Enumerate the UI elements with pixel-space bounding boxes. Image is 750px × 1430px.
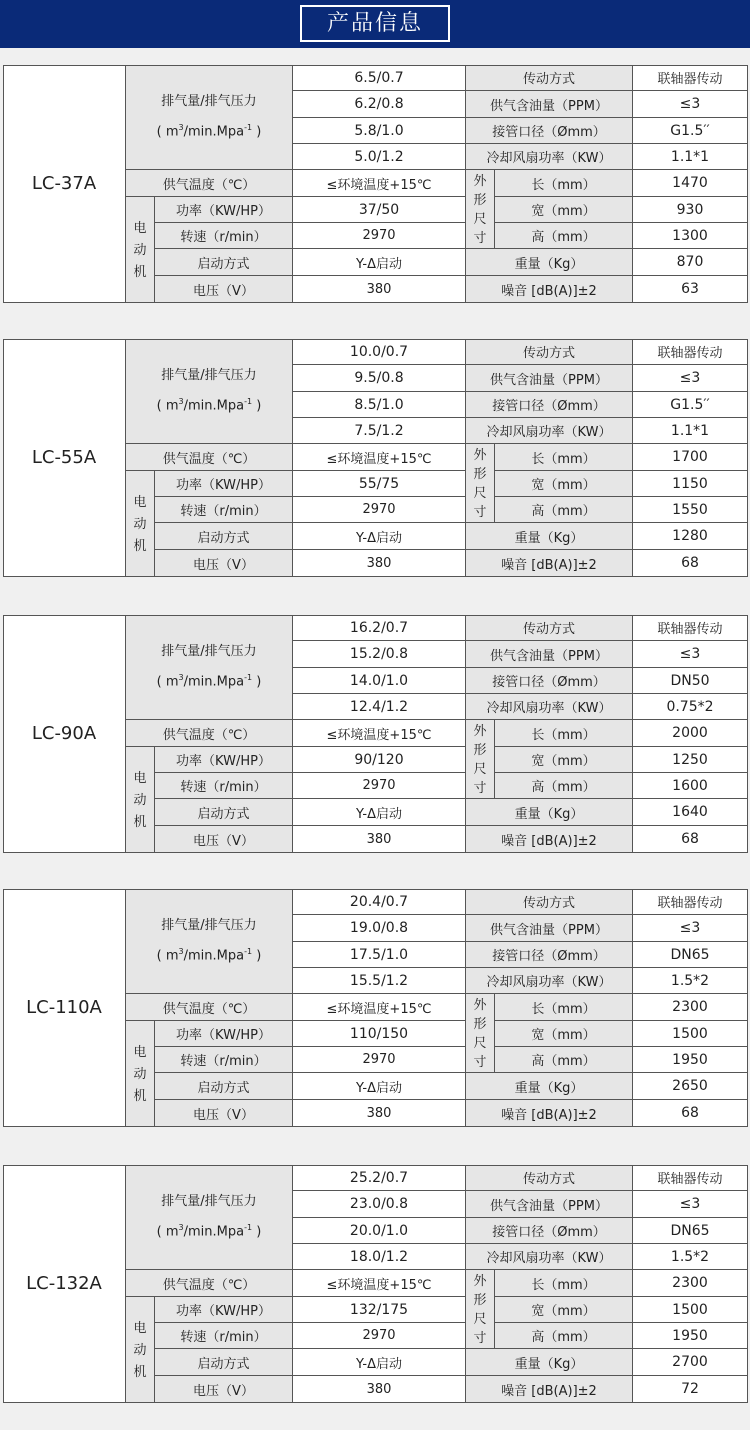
flow-unit-a: ( m — [156, 124, 179, 140]
fan-power-value: 1.5*2 — [633, 1244, 748, 1270]
dimensions-char: 寸 — [473, 1331, 487, 1346]
pipe-diameter-label: 接管口径（Ømm） — [466, 392, 633, 418]
transmission-value: 联轴器传动 — [633, 615, 748, 641]
voltage-value: 380 — [293, 826, 466, 853]
power-value: 55/75 — [293, 471, 466, 497]
model-name: LC-37A — [3, 65, 126, 303]
voltage-value: 380 — [293, 276, 466, 303]
noise-value: 72 — [633, 1376, 748, 1403]
width-value: 1500 — [633, 1021, 748, 1047]
dimensions-char: 寸 — [473, 781, 487, 796]
dimensions-char: 外 — [473, 448, 487, 463]
flow-value: 9.5/0.8 — [293, 365, 466, 392]
weight-value: 870 — [633, 249, 748, 276]
transmission-label: 传动方式 — [466, 65, 633, 91]
spec-table — [3, 1165, 748, 1402]
pipe-diameter-value: DN65 — [633, 942, 748, 968]
height-label: 高（mm） — [495, 773, 633, 799]
voltage-value: 380 — [293, 1376, 466, 1403]
motor-char: 动 — [133, 1066, 147, 1082]
flow-unit-sup2: -1 — [244, 672, 253, 682]
flow-value: 19.0/0.8 — [293, 915, 466, 942]
flow-unit-a: ( m — [156, 1224, 179, 1240]
dimensions-char: 尺 — [473, 212, 487, 227]
transmission-label: 传动方式 — [466, 889, 633, 915]
fan-power-value: 1.1*1 — [633, 144, 748, 170]
flow-title: 排气量/排气压力 — [161, 367, 257, 383]
motor-char: 机 — [133, 1364, 147, 1380]
dimensions-label — [466, 1270, 495, 1349]
width-value: 930 — [633, 197, 748, 223]
oil-content-value: ≤3 — [633, 641, 748, 668]
height-label: 高（mm） — [495, 1047, 633, 1073]
height-value: 1600 — [633, 773, 748, 799]
dimensions-char: 尺 — [473, 486, 487, 501]
flow-value: 5.0/1.2 — [293, 144, 466, 170]
page-title: 产品信息 — [300, 5, 450, 42]
spec-table — [3, 615, 748, 852]
dimensions-char: 寸 — [473, 1055, 487, 1070]
flow-unit-sup: 3 — [178, 122, 184, 132]
noise-label: 噪音 [dB(A)]±2 — [466, 550, 633, 577]
pipe-diameter-label: 接管口径（Ømm） — [466, 118, 633, 144]
flow-unit-sup2: -1 — [244, 946, 253, 956]
flow-label — [126, 339, 293, 444]
motor-char: 动 — [133, 1342, 147, 1358]
pipe-diameter-label: 接管口径（Ømm） — [466, 668, 633, 694]
speed-value: 2970 — [293, 1323, 466, 1349]
power-value: 132/175 — [293, 1297, 466, 1323]
width-label: 宽（mm） — [495, 197, 633, 223]
supply-temp-value: ≤环境温度+15℃ — [293, 170, 466, 197]
motor-char: 电 — [133, 220, 147, 236]
flow-unit-sup: 3 — [178, 1222, 184, 1232]
noise-label: 噪音 [dB(A)]±2 — [466, 276, 633, 303]
flow-unit-b: /min.Mpa — [183, 948, 245, 964]
flow-value: 7.5/1.2 — [293, 418, 466, 444]
start-method-value: Y-Δ启动 — [293, 1349, 466, 1376]
power-value: 90/120 — [293, 747, 466, 773]
weight-label: 重量（Kg） — [466, 799, 633, 826]
width-label: 宽（mm） — [495, 1021, 633, 1047]
flow-unit-b: /min.Mpa — [183, 398, 245, 414]
noise-value: 68 — [633, 550, 748, 577]
flow-unit-a: ( m — [156, 674, 179, 690]
supply-temp-value: ≤环境温度+15℃ — [293, 994, 466, 1021]
motor-label — [126, 197, 155, 303]
supply-temp-label: 供气温度（℃） — [126, 994, 293, 1021]
height-value: 1300 — [633, 223, 748, 249]
spec-table — [3, 65, 748, 302]
motor-label — [126, 1021, 155, 1127]
voltage-label: 电压（V） — [155, 276, 293, 303]
fan-power-value: 1.5*2 — [633, 968, 748, 994]
flow-value: 12.4/1.2 — [293, 694, 466, 720]
height-label: 高（mm） — [495, 223, 633, 249]
voltage-label: 电压（V） — [155, 1376, 293, 1403]
transmission-value: 联轴器传动 — [633, 65, 748, 91]
flow-unit-a: ( m — [156, 948, 179, 964]
flow-title: 排气量/排气压力 — [161, 93, 257, 109]
height-value: 1950 — [633, 1047, 748, 1073]
oil-content-value: ≤3 — [633, 91, 748, 118]
length-label: 长（mm） — [495, 170, 633, 197]
flow-unit-sup2: -1 — [244, 396, 253, 406]
voltage-label: 电压（V） — [155, 550, 293, 577]
flow-title: 排气量/排气压力 — [161, 643, 257, 659]
flow-unit-b: /min.Mpa — [183, 674, 245, 690]
flow-unit-c: ) — [252, 124, 262, 140]
weight-label: 重量（Kg） — [466, 1073, 633, 1100]
flow-unit-a: ( m — [156, 398, 179, 414]
fan-power-label: 冷却风扇功率（KW） — [466, 968, 633, 994]
oil-content-value: ≤3 — [633, 365, 748, 392]
length-value: 2300 — [633, 1270, 748, 1297]
spec-table — [3, 339, 748, 576]
start-method-value: Y-Δ启动 — [293, 799, 466, 826]
weight-label: 重量（Kg） — [466, 1349, 633, 1376]
pipe-diameter-label: 接管口径（Ømm） — [466, 1218, 633, 1244]
width-value: 1500 — [633, 1297, 748, 1323]
flow-unit-sup: 3 — [178, 946, 184, 956]
flow-value: 8.5/1.0 — [293, 392, 466, 418]
flow-label — [126, 1165, 293, 1270]
start-method-label: 启动方式 — [155, 799, 293, 826]
motor-char: 动 — [133, 242, 147, 258]
length-value: 2300 — [633, 994, 748, 1021]
model-name: LC-55A — [3, 339, 126, 577]
width-label: 宽（mm） — [495, 1297, 633, 1323]
flow-label — [126, 889, 293, 994]
flow-value: 17.5/1.0 — [293, 942, 466, 968]
motor-char: 机 — [133, 814, 147, 830]
noise-label: 噪音 [dB(A)]±2 — [466, 1100, 633, 1127]
dimensions-char: 外 — [473, 1274, 487, 1289]
speed-label: 转速（r/min） — [155, 1047, 293, 1073]
motor-label — [126, 471, 155, 577]
flow-unit-c: ) — [252, 1224, 262, 1240]
oil-content-value: ≤3 — [633, 1191, 748, 1218]
supply-temp-label: 供气温度（℃） — [126, 170, 293, 197]
oil-content-label: 供气含油量（PPM） — [466, 915, 633, 942]
speed-value: 2970 — [293, 223, 466, 249]
supply-temp-value: ≤环境温度+15℃ — [293, 720, 466, 747]
dimensions-char: 形 — [473, 743, 487, 758]
flow-unit-c: ) — [252, 398, 262, 414]
motor-char: 机 — [133, 538, 147, 554]
fan-power-label: 冷却风扇功率（KW） — [466, 418, 633, 444]
flow-value: 5.8/1.0 — [293, 118, 466, 144]
spec-table — [3, 889, 748, 1126]
dimensions-label — [466, 444, 495, 523]
flow-unit-sup2: -1 — [244, 122, 253, 132]
transmission-value: 联轴器传动 — [633, 339, 748, 365]
flow-value: 15.5/1.2 — [293, 968, 466, 994]
flow-value: 6.5/0.7 — [293, 65, 466, 91]
model-name: LC-110A — [3, 889, 126, 1127]
noise-label: 噪音 [dB(A)]±2 — [466, 826, 633, 853]
flow-unit — [157, 665, 262, 695]
transmission-label: 传动方式 — [466, 339, 633, 365]
voltage-label: 电压（V） — [155, 1100, 293, 1127]
noise-label: 噪音 [dB(A)]±2 — [466, 1376, 633, 1403]
flow-value: 23.0/0.8 — [293, 1191, 466, 1218]
start-method-label: 启动方式 — [155, 523, 293, 550]
speed-label: 转速（r/min） — [155, 497, 293, 523]
height-label: 高（mm） — [495, 497, 633, 523]
flow-unit — [157, 389, 262, 419]
flow-title: 排气量/排气压力 — [161, 917, 257, 933]
flow-value: 6.2/0.8 — [293, 91, 466, 118]
length-label: 长（mm） — [495, 1270, 633, 1297]
width-value: 1150 — [633, 471, 748, 497]
weight-value: 2700 — [633, 1349, 748, 1376]
pipe-diameter-value: DN50 — [633, 668, 748, 694]
fan-power-value: 0.75*2 — [633, 694, 748, 720]
fan-power-value: 1.1*1 — [633, 418, 748, 444]
flow-value: 16.2/0.7 — [293, 615, 466, 641]
noise-value: 68 — [633, 1100, 748, 1127]
flow-value: 10.0/0.7 — [293, 339, 466, 365]
supply-temp-label: 供气温度（℃） — [126, 444, 293, 471]
speed-value: 2970 — [293, 497, 466, 523]
pipe-diameter-value: G1.5′′ — [633, 392, 748, 418]
oil-content-label: 供气含油量（PPM） — [466, 641, 633, 668]
voltage-value: 380 — [293, 550, 466, 577]
dimensions-char: 外 — [473, 724, 487, 739]
motor-label — [126, 1297, 155, 1403]
power-label: 功率（KW/HP） — [155, 471, 293, 497]
dimensions-char: 尺 — [473, 1036, 487, 1051]
noise-value: 63 — [633, 276, 748, 303]
dimensions-char: 形 — [473, 1293, 487, 1308]
supply-temp-label: 供气温度（℃） — [126, 1270, 293, 1297]
dimensions-char: 寸 — [473, 231, 487, 246]
pipe-diameter-value: DN65 — [633, 1218, 748, 1244]
dimensions-char: 外 — [473, 174, 487, 189]
power-label: 功率（KW/HP） — [155, 1021, 293, 1047]
start-method-label: 启动方式 — [155, 249, 293, 276]
supply-temp-value: ≤环境温度+15℃ — [293, 1270, 466, 1297]
dimensions-label — [466, 720, 495, 799]
dimensions-char: 尺 — [473, 762, 487, 777]
flow-value: 20.0/1.0 — [293, 1218, 466, 1244]
flow-unit — [157, 1215, 262, 1245]
model-name: LC-132A — [3, 1165, 126, 1403]
flow-value: 20.4/0.7 — [293, 889, 466, 915]
supply-temp-label: 供气温度（℃） — [126, 720, 293, 747]
oil-content-label: 供气含油量（PPM） — [466, 365, 633, 392]
motor-char: 机 — [133, 1088, 147, 1104]
flow-label — [126, 615, 293, 720]
speed-label: 转速（r/min） — [155, 773, 293, 799]
length-label: 长（mm） — [495, 994, 633, 1021]
dimensions-label — [466, 170, 495, 249]
motor-char: 机 — [133, 264, 147, 280]
dimensions-char: 形 — [473, 467, 487, 482]
width-label: 宽（mm） — [495, 471, 633, 497]
dimensions-char: 形 — [473, 193, 487, 208]
fan-power-label: 冷却风扇功率（KW） — [466, 1244, 633, 1270]
dimensions-char: 尺 — [473, 1312, 487, 1327]
height-value: 1950 — [633, 1323, 748, 1349]
pipe-diameter-value: G1.5′′ — [633, 118, 748, 144]
transmission-label: 传动方式 — [466, 1165, 633, 1191]
length-value: 1700 — [633, 444, 748, 471]
dimensions-label — [466, 994, 495, 1073]
width-value: 1250 — [633, 747, 748, 773]
supply-temp-value: ≤环境温度+15℃ — [293, 444, 466, 471]
motor-char: 动 — [133, 792, 147, 808]
start-method-label: 启动方式 — [155, 1073, 293, 1100]
flow-unit-b: /min.Mpa — [183, 1224, 245, 1240]
dimensions-char: 寸 — [473, 505, 487, 520]
dimensions-char: 形 — [473, 1017, 487, 1032]
noise-value: 68 — [633, 826, 748, 853]
model-name: LC-90A — [3, 615, 126, 853]
voltage-label: 电压（V） — [155, 826, 293, 853]
power-value: 37/50 — [293, 197, 466, 223]
height-label: 高（mm） — [495, 1323, 633, 1349]
weight-value: 1280 — [633, 523, 748, 550]
fan-power-label: 冷却风扇功率（KW） — [466, 694, 633, 720]
start-method-value: Y-Δ启动 — [293, 523, 466, 550]
weight-label: 重量（Kg） — [466, 523, 633, 550]
transmission-label: 传动方式 — [466, 615, 633, 641]
start-method-label: 启动方式 — [155, 1349, 293, 1376]
dimensions-char: 外 — [473, 998, 487, 1013]
power-label: 功率（KW/HP） — [155, 747, 293, 773]
motor-char: 电 — [133, 494, 147, 510]
flow-unit-sup2: -1 — [244, 1222, 253, 1232]
speed-label: 转速（r/min） — [155, 1323, 293, 1349]
flow-unit-c: ) — [252, 948, 262, 964]
flow-unit-c: ) — [252, 674, 262, 690]
power-value: 110/150 — [293, 1021, 466, 1047]
flow-unit-sup: 3 — [178, 396, 184, 406]
voltage-value: 380 — [293, 1100, 466, 1127]
weight-value: 2650 — [633, 1073, 748, 1100]
start-method-value: Y-Δ启动 — [293, 1073, 466, 1100]
start-method-value: Y-Δ启动 — [293, 249, 466, 276]
length-value: 1470 — [633, 170, 748, 197]
power-label: 功率（KW/HP） — [155, 1297, 293, 1323]
width-label: 宽（mm） — [495, 747, 633, 773]
flow-value: 25.2/0.7 — [293, 1165, 466, 1191]
fan-power-label: 冷却风扇功率（KW） — [466, 144, 633, 170]
motor-char: 电 — [133, 1044, 147, 1060]
weight-value: 1640 — [633, 799, 748, 826]
flow-value: 18.0/1.2 — [293, 1244, 466, 1270]
flow-unit — [157, 115, 262, 145]
length-label: 长（mm） — [495, 444, 633, 471]
flow-label — [126, 65, 293, 170]
length-label: 长（mm） — [495, 720, 633, 747]
flow-unit-b: /min.Mpa — [183, 124, 245, 140]
motor-label — [126, 747, 155, 853]
motor-char: 动 — [133, 516, 147, 532]
weight-label: 重量（Kg） — [466, 249, 633, 276]
power-label: 功率（KW/HP） — [155, 197, 293, 223]
length-value: 2000 — [633, 720, 748, 747]
flow-value: 15.2/0.8 — [293, 641, 466, 668]
flow-value: 14.0/1.0 — [293, 668, 466, 694]
oil-content-label: 供气含油量（PPM） — [466, 1191, 633, 1218]
flow-title: 排气量/排气压力 — [161, 1193, 257, 1209]
flow-unit-sup: 3 — [178, 672, 184, 682]
motor-char: 电 — [133, 1320, 147, 1336]
transmission-value: 联轴器传动 — [633, 1165, 748, 1191]
height-value: 1550 — [633, 497, 748, 523]
oil-content-value: ≤3 — [633, 915, 748, 942]
flow-unit — [157, 939, 262, 969]
motor-char: 电 — [133, 770, 147, 786]
speed-label: 转速（r/min） — [155, 223, 293, 249]
transmission-value: 联轴器传动 — [633, 889, 748, 915]
speed-value: 2970 — [293, 773, 466, 799]
pipe-diameter-label: 接管口径（Ømm） — [466, 942, 633, 968]
speed-value: 2970 — [293, 1047, 466, 1073]
oil-content-label: 供气含油量（PPM） — [466, 91, 633, 118]
header-bar — [0, 0, 750, 48]
